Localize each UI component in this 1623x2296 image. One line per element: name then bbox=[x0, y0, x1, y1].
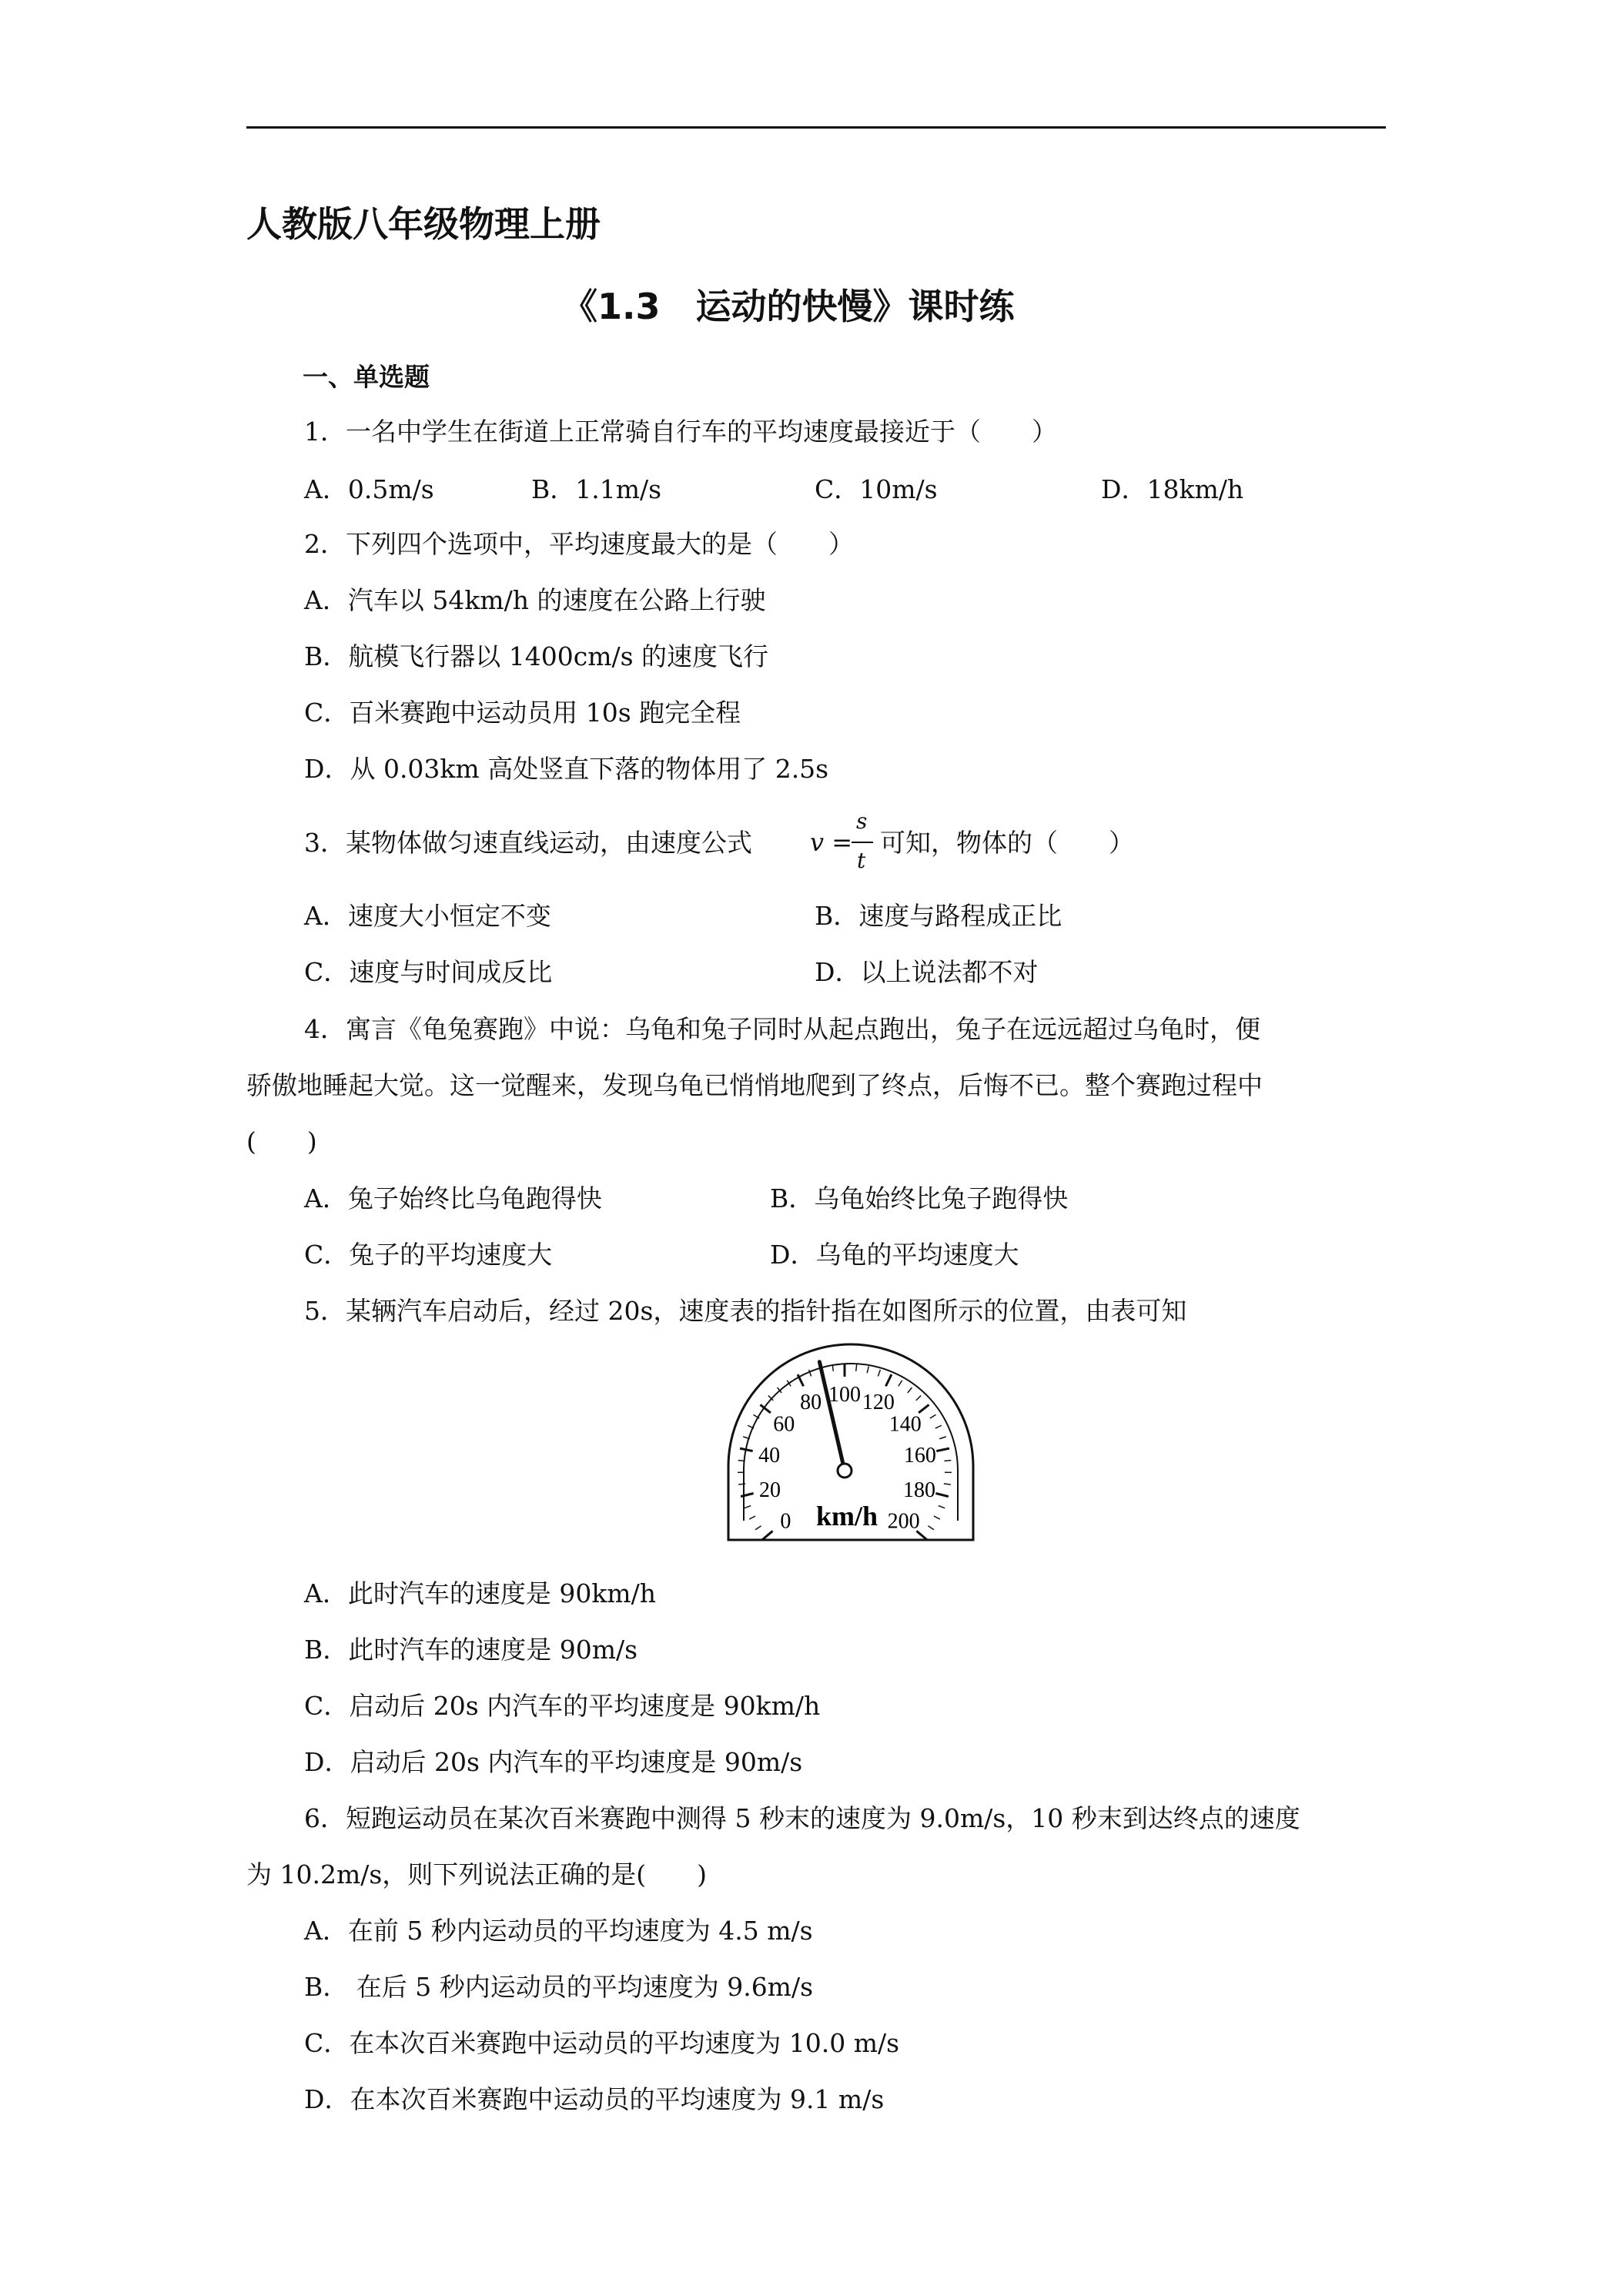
q5-option-b: B．此时汽车的速度是 90m/s bbox=[304, 1635, 638, 1665]
q2-option-c: C．百米赛跑中运动员用 10s 跑完全程 bbox=[304, 698, 741, 728]
speedometer-tick-label: 120 bbox=[862, 1391, 895, 1415]
q1-option-b: B．1.1m/s bbox=[531, 474, 662, 504]
q4-option-a: A．兔子始终比乌龟跑得快 bbox=[304, 1183, 602, 1213]
q5-option-c: C．启动后 20s 内汽车的平均速度是 90km/h bbox=[304, 1691, 821, 1721]
q3-option-b: B．速度与路程成正比 bbox=[815, 901, 1062, 931]
speedometer-tick-label: 40 bbox=[758, 1444, 781, 1468]
speedometer-hub bbox=[838, 1464, 852, 1478]
speedometer-tick bbox=[832, 1364, 833, 1371]
speedometer-tick-label: 180 bbox=[903, 1478, 936, 1503]
question-4-stem-line-2: 骄傲地睡起大觉。这一觉醒来，发现乌龟已悄悄地爬到了终点，后悔不已。整个赛跑过程中 bbox=[246, 1070, 1263, 1100]
q2-option-d: D．从 0.03km 高处竖直下落的物体用了 2.5s bbox=[304, 754, 829, 784]
speedometer-tick-label: 140 bbox=[888, 1412, 922, 1437]
formula-fraction-bar bbox=[852, 842, 873, 843]
speedometer-tick-label: 100 bbox=[828, 1383, 861, 1407]
q5-option-d: D．启动后 20s 内汽车的平均速度是 90m/s bbox=[304, 1747, 803, 1777]
question-6-stem-line-1: 6．短跑运动员在某次百米赛跑中测得 5 秒末的速度为 9.0m/s，10 秒末到达终点的速度 bbox=[304, 1803, 1300, 1833]
speedometer-tick bbox=[936, 1448, 949, 1451]
speedometer-tick bbox=[899, 1381, 902, 1387]
q2-option-b: B．航模飞行器以 1400cm/s 的速度飞行 bbox=[304, 641, 769, 671]
speedometer-tick bbox=[878, 1370, 880, 1376]
q4-option-d: D．乌龟的平均速度大 bbox=[770, 1240, 1019, 1270]
speedometer-tick bbox=[919, 1404, 929, 1412]
header-rule bbox=[246, 126, 1386, 129]
speedometer-tick bbox=[908, 1387, 912, 1393]
q6-option-b: B． 在后 5 秒内运动员的平均速度为 9.6m/s bbox=[304, 1972, 814, 2002]
q1-option-c: C．10m/s bbox=[815, 474, 938, 504]
speedometer-tick-label: 80 bbox=[800, 1391, 822, 1415]
question-6-stem-line-2: 为 10.2m/s，则下列说法正确的是( ) bbox=[246, 1859, 708, 1889]
speedometer-tick bbox=[885, 1374, 891, 1386]
speedometer-tick bbox=[856, 1364, 857, 1371]
speedometer-tick bbox=[741, 1494, 753, 1497]
speedometer-tick bbox=[930, 1414, 936, 1418]
q2-option-a: A．汽车以 54km/h 的速度在公路上行驶 bbox=[304, 585, 766, 615]
speedometer-tick bbox=[755, 1526, 761, 1530]
q1-option-a: A．0.5m/s bbox=[304, 474, 434, 504]
question-3-stem-before: 3．某物体做匀速直线运动，由速度公式 bbox=[304, 828, 752, 858]
q4-option-b: B．乌龟始终比兔子跑得快 bbox=[770, 1183, 1069, 1213]
speedometer-tick bbox=[934, 1516, 940, 1519]
formula-lhs: v = bbox=[810, 828, 853, 857]
q6-option-c: C．在本次百米赛跑中运动员的平均速度为 10.0 m/s bbox=[304, 2028, 900, 2058]
header-title: 人教版八年级物理上册 bbox=[246, 203, 601, 245]
speedometer-tick-label: 200 bbox=[887, 1509, 920, 1534]
speedometer-tick bbox=[916, 1396, 921, 1401]
question-2-stem: 2．下列四个选项中，平均速度最大的是（ ） bbox=[304, 529, 854, 559]
question-5-stem: 5．某辆汽车启动后，经过 20s，速度表的指针指在如图所示的位置，由表可知 bbox=[304, 1296, 1187, 1326]
speedometer-tick-label: 60 bbox=[773, 1412, 795, 1437]
question-3-stem-after: 可知，物体的（ ） bbox=[880, 828, 1134, 858]
speedometer-tick bbox=[867, 1367, 868, 1374]
speedometer-tick bbox=[763, 1531, 773, 1539]
speedometer-tick bbox=[749, 1516, 755, 1519]
speedometer-tick bbox=[740, 1448, 753, 1451]
q3-option-c: C．速度与时间成反比 bbox=[304, 957, 553, 987]
speedometer-tick-label: 0 bbox=[780, 1509, 791, 1534]
q1-option-d: D．18km/h bbox=[1101, 474, 1244, 504]
speedometer-tick-label: 160 bbox=[903, 1444, 936, 1468]
speedometer-tick bbox=[745, 1506, 751, 1508]
speedometer-tick bbox=[928, 1526, 934, 1530]
main-title: 《1.3 运动的快慢》课时练 bbox=[562, 286, 1015, 327]
question-1-stem: 1．一名中学生在街道上正常骑自行车的平均速度最接近于（ ） bbox=[304, 417, 1057, 447]
formula-numerator: s bbox=[856, 808, 868, 834]
speedometer-tick bbox=[935, 1494, 948, 1497]
speedometer-unit: km/h bbox=[815, 1501, 878, 1531]
speedometer-tick bbox=[939, 1437, 946, 1439]
q6-option-d: D．在本次百米赛跑中运动员的平均速度为 9.1 m/s bbox=[304, 2084, 885, 2114]
speedometer-tick-label: 20 bbox=[758, 1478, 781, 1503]
speedometer-tick bbox=[939, 1506, 945, 1508]
q6-option-a: A．在前 5 秒内运动员的平均速度为 4.5 m/s bbox=[304, 1916, 813, 1946]
q3-option-d: D．以上说法都不对 bbox=[815, 957, 1039, 987]
section-title: 一、单选题 bbox=[303, 362, 430, 392]
q3-option-a: A．速度大小恒定不变 bbox=[304, 901, 551, 931]
question-4-stem-line-3: ( ) bbox=[246, 1126, 317, 1156]
q4-option-c: C．兔子的平均速度大 bbox=[304, 1240, 553, 1270]
question-4-stem-line-1: 4．寓言《龟兔赛跑》中说：乌龟和兔子同时从起点跑出，兔子在远远超过乌龟时，便 bbox=[304, 1014, 1260, 1044]
speedometer-figure bbox=[724, 1336, 978, 1548]
q5-option-a: A．此时汽车的速度是 90km/h bbox=[304, 1578, 656, 1608]
speedometer-tick bbox=[935, 1425, 942, 1428]
formula-denominator: t bbox=[857, 848, 866, 873]
speedometer-needle bbox=[819, 1362, 845, 1471]
